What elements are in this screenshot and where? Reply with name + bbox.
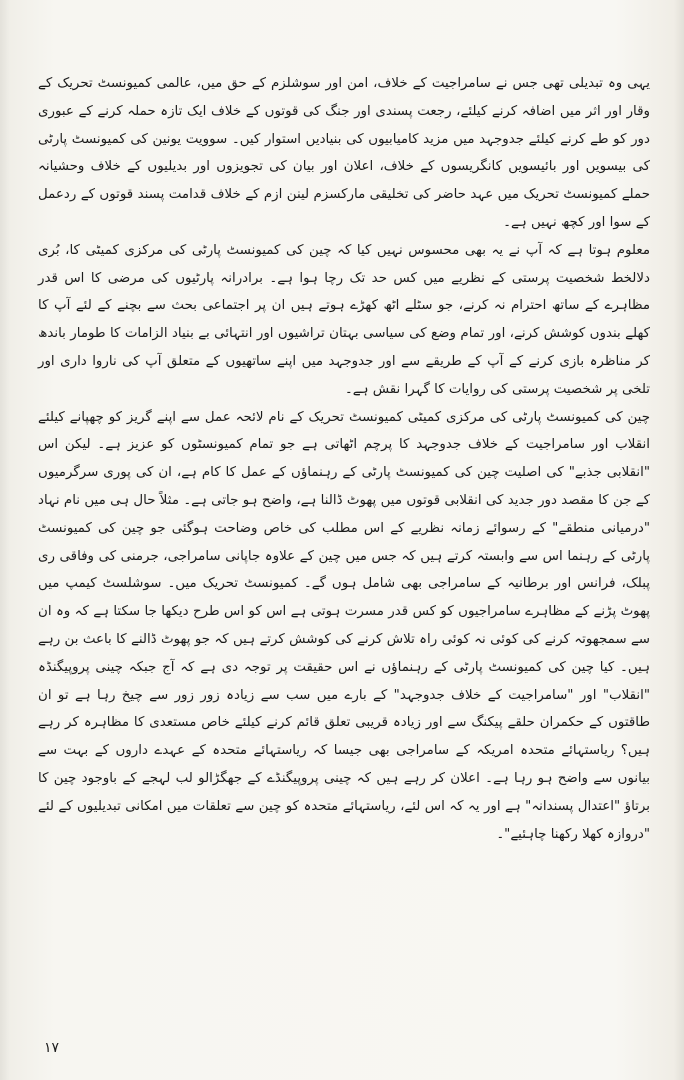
page-edge-left [0,0,10,1080]
page-edge-right [674,0,684,1080]
paragraph-2: معلوم ہوتا ہے کہ آپ نے یہ بھی محسوس نہیں کیا کہ چین کی کمیونسٹ پارٹی کی مرکزی کمیٹی کا، بُری دلالخط شخصیت پرستی کے نظریے میں کس حد تک رچا ہوا ہے۔ برادرانہ پارٹیوں کی مرضی کا اس قدر مظاہرے کے ساتھ احترام نہ کرنے، جو سٹلے اٹھ کھڑے ہوتے ہیں ان پر اجتماعی بحث سے بچنے کے لئے آپ کا کھلے بندوں کوشش کرنے، اور تمام وضع کی سیاسی بہتان تراشیوں اور انتہائی بے بنیاد الزامات کا طومار باندھ کر مناظرہ بازی کرنے کے آپ کے طریقے سے اور جدوجہد میں اپنے ساتھیوں کے متعلق آپ کی ناروا داری اور تلخی پر شخصیت پرستی کی روایات کا گہرا نقش ہے۔ [38,242,650,397]
page-number: ۱۷ [44,1040,60,1056]
body-text [38,70,650,848]
paragraph-3: چین کی کمیونسٹ پارٹی کی مرکزی کمیٹی کمیونسٹ تحریک کے نام لائحہ عمل سے اپنے گریز کو چھپانے کیلئے انقلاب اور سامراجیت کے خلاف جدوجہد کا پرچم اٹھاتی ہے جو تمام کمیونسٹوں کو عزیز ہے۔ لیکن اس "انقلابی جذبے" کی اصلیت چین کی کمیونسٹ پارٹی کے رہنماؤں کے عمل کا کام ہے، ان کی پوری سرگرمیوں کے جن کا مقصد دور جدید کی انقلابی قوتوں میں پھوٹ ڈالنا ہے، واضح ہو جاتی ہے۔ مثلاً حال ہی میں نام نہاد "درمیانی منطقے" کے رسوائے زمانہ نظریے کے اس مطلب کی خاص وضاحت ہوگئی جو چین کی کمیونسٹ پارٹی کے رہنما اس سے وابستہ کرتے ہیں کہ جس میں چین کے علاوہ جاپانی سامراجی، جرمنی کی وفاقی ری پبلک، فرانس اور برطانیہ کے سامراجی بھی شامل ہوں گے۔ کمیونسٹ تحریک میں۔ سوشلسٹ کیمپ میں پھوٹ پڑنے کے مظاہرے سامراجیوں کو کس قدر مسرت ہوتی ہے اس کو اس طرح دیکھا جا سکتا ہے کہ وہ ان سے سمجھوتہ کرنے کی کوئی نہ کوئی راہ تلاش کرنے کی کوشش کرتے ہیں کہ جو پھوٹ ڈالنے کا باعث بن رہے ہیں۔ کیا چین کی کمیونسٹ پارٹی کے رہنماؤں نے اس حقیقت پر توجہ دی ہے کہ آج جبکہ چینی پروپیگنڈہ "انقلاب" اور "سامراجیت کے خلاف جدوجہد" کے بارے میں سب سے زیادہ زور زور سے چیخ رہا ہے تو ان طاقتوں کے حکمران حلقے پیکنگ سے اور زیادہ قریبی تعلق قائم کرنے کیلئے خاص مستعدی کا مظاہرہ کر رہے ہیں؟ ریاستہائے متحدہ امریکہ کے سامراجی بھی جیسا کہ ریاستہائے متحدہ کے عہدے داروں کے بہت سے بیانوں سے واضح ہو رہا ہے۔ اعلان کر رہے ہیں کہ چینی پروپیگنڈے کے جھگڑالو لب لہجے کے باوجود چین کا برتاؤ "اعتدال پسندانہ" ہے اور یہ کہ اس لئے، ریاستہائے متحدہ کو چین سے تعلقات میں امکانی تبدیلیوں کے لئے "دروازہ کھلا رکھنا چاہئیے"۔ [38,409,650,842]
paragraph-1: یہی وہ تبدیلی تھی جس نے سامراجیت کے خلاف، امن اور سوشلزم کے حق میں، عالمی کمیونسٹ تحریک کے وقار اور اثر میں اضافہ کرنے کیلئے، رجعت پسندی اور جنگ کی قوتوں کے خلاف ایک تازہ حملہ کرنے کے عبوری دور کو طے کرنے کیلئے جدوجہد میں مزید کامیابیوں کی بنیادیں استوار کیں۔ سوویت یونین کی کمیونسٹ پارٹی کی بیسویں اور بائیسویں کانگریسوں کے خلاف، اعلان اور بیان کی تجویزوں اور بدیلیوں کے خلاف وحشیانہ حملے کمیونسٹ تحریک میں عہد حاضر کی تخلیقی مارکسزم لینن ازم کے خلاف قدامت پسند قوتوں کے ردعمل کے سوا اور کچھ نہیں ہے۔ [38,76,650,230]
